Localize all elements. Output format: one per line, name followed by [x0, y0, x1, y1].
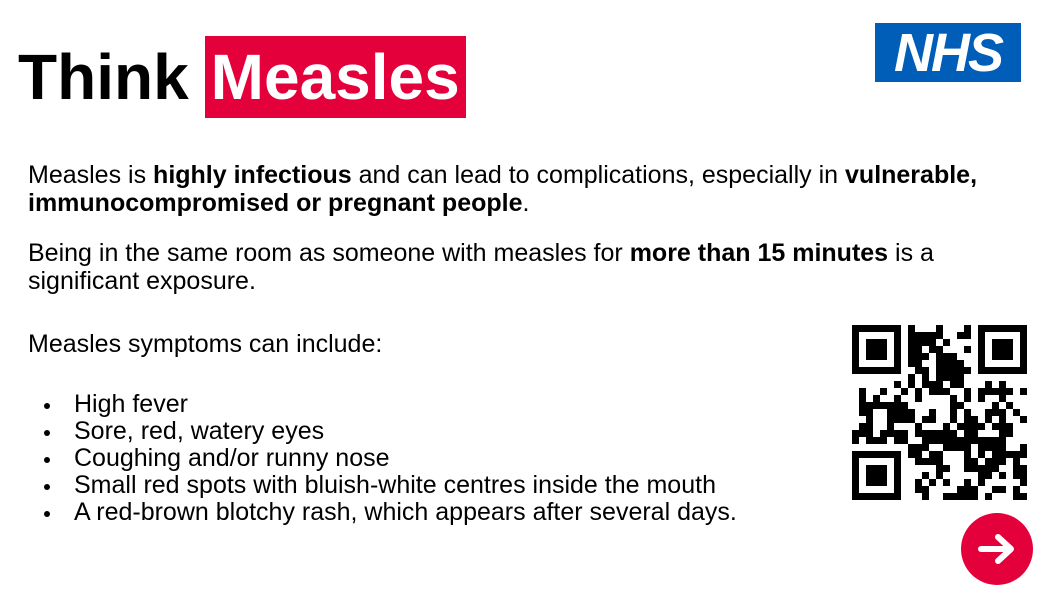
bullet-icon	[44, 484, 50, 490]
p2-bold-1: more than 15 minutes	[629, 239, 889, 267]
arrow-right-icon	[975, 527, 1019, 571]
title-prefix: Think	[18, 41, 189, 113]
bullet-icon	[44, 457, 50, 463]
infectious-paragraph	[28, 161, 1018, 217]
bullet-icon	[44, 511, 50, 517]
symptom-text: A red-brown blotchy rash, which appears after several days.	[74, 498, 737, 526]
p1-text-2: and can lead to complications, especially in	[351, 161, 846, 189]
nhs-logo: NHS	[875, 23, 1021, 82]
next-arrow-button[interactable]	[961, 513, 1033, 585]
symptom-item	[28, 499, 737, 526]
p1-text-3: .	[522, 189, 530, 217]
symptoms-heading: Measles symptoms can include:	[28, 330, 383, 358]
exposure-paragraph	[28, 239, 1018, 295]
symptom-text: High fever	[74, 390, 188, 418]
p2-text-2: is a significant exposure.	[28, 239, 934, 295]
p1-text-1: Measles is	[28, 161, 154, 189]
qr-code-icon[interactable]	[852, 325, 1027, 500]
p2-text-1: Being in the same room as someone with measles for	[28, 239, 630, 267]
symptom-text: Coughing and/or runny nose	[74, 444, 390, 472]
symptom-item	[28, 445, 737, 472]
symptom-item	[28, 472, 737, 499]
page-title	[18, 36, 466, 118]
symptom-item	[28, 418, 737, 445]
symptom-text: Small red spots with bluish-white centres inside the mouth	[74, 471, 716, 499]
p1-bold-1: highly infectious	[153, 161, 352, 189]
symptoms-list	[28, 391, 737, 526]
title-highlight: Measles	[205, 36, 466, 118]
symptom-text: Sore, red, watery eyes	[74, 417, 325, 445]
bullet-icon	[44, 403, 50, 409]
bullet-icon	[44, 430, 50, 436]
symptom-item	[28, 391, 737, 418]
p1-bold-2: vulnerable, immunocompromised or pregnant people	[28, 161, 978, 217]
